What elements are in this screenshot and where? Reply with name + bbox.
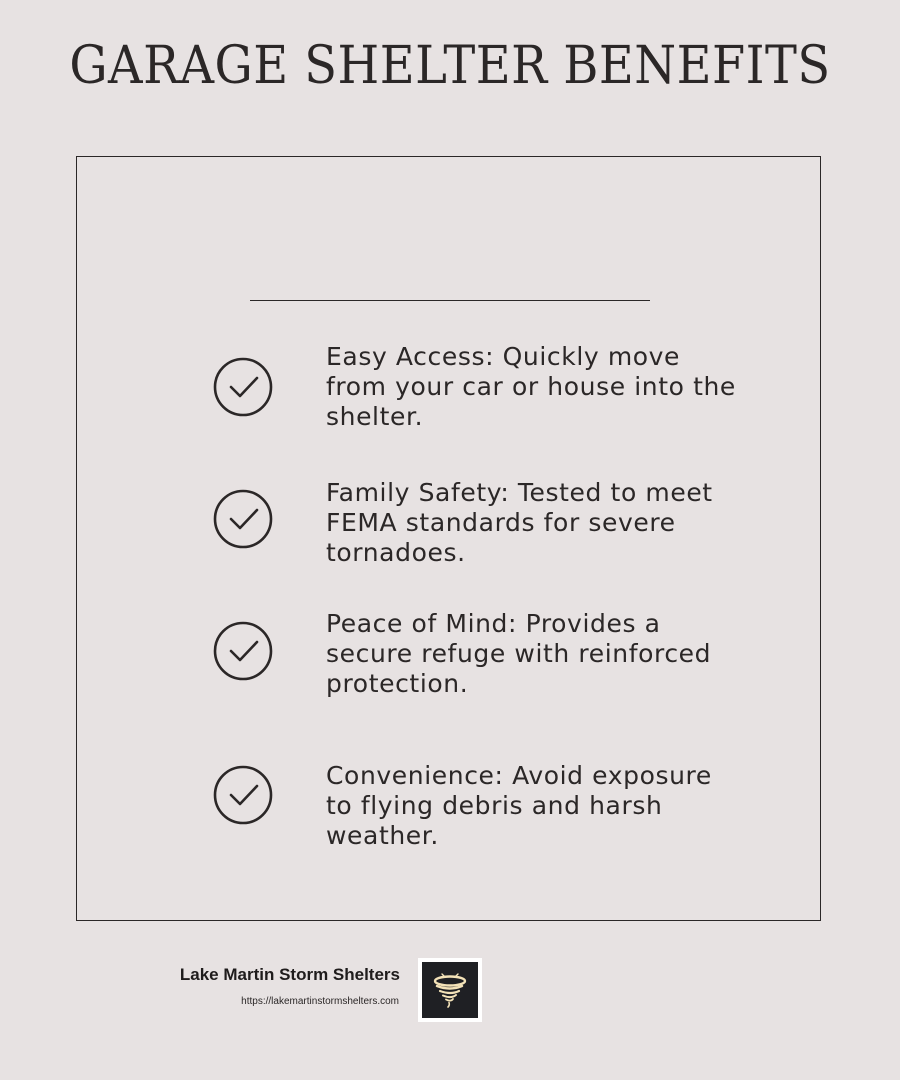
tornado-logo-icon [422, 962, 478, 1018]
brand-url[interactable]: https://lakemartinstormshelters.com [241, 996, 399, 1007]
brand-logo [418, 958, 482, 1022]
benefit-text: Peace of Mind: Provides a secure refuge with reinforced protection. [326, 609, 712, 698]
divider [250, 300, 650, 301]
check-circle-icon [212, 488, 274, 550]
footer [0, 958, 900, 1022]
check-circle-icon [212, 764, 274, 826]
benefit-text: Easy Access: Quickly move from your car or house into the shelter. [326, 342, 736, 431]
check-circle-icon [212, 356, 274, 418]
benefit-text: Family Safety: Tested to meet FEMA standards for severe tornadoes. [326, 478, 713, 567]
benefit-text: Convenience: Avoid exposure to flying debris and harsh weather. [326, 761, 712, 850]
page-title: GARAGE SHELTER BENEFITS [69, 36, 831, 96]
brand-name: Lake Martin Storm Shelters [179, 965, 400, 984]
check-circle-icon [212, 620, 274, 682]
